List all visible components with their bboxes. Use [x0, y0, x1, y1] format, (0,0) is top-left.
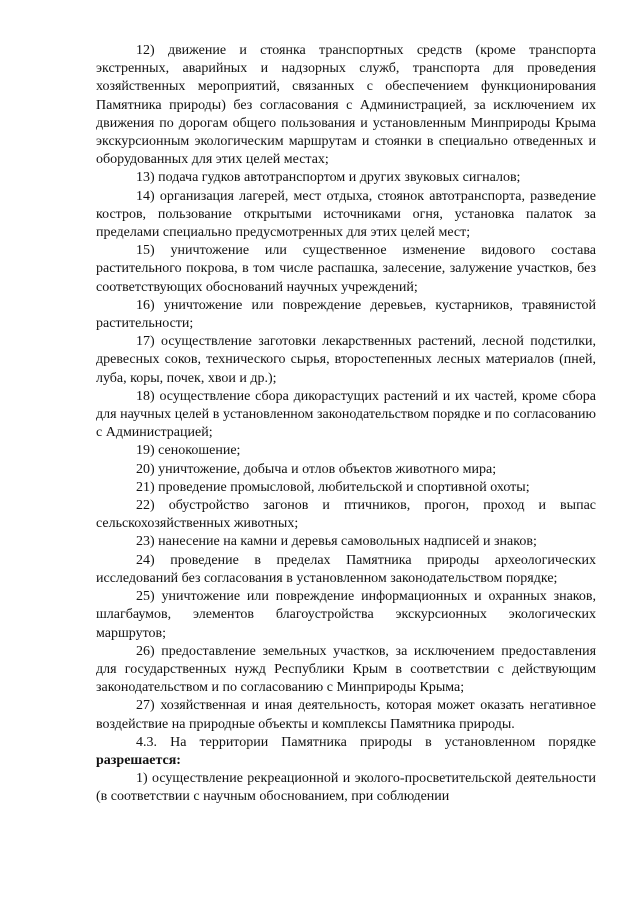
- item-number: 13): [136, 170, 155, 186]
- item-number: 20): [136, 461, 155, 477]
- list-item: [96, 242, 596, 297]
- list-item: [96, 333, 596, 388]
- list-item: [96, 297, 596, 333]
- item-number: 15): [136, 243, 155, 259]
- item-text: хозяйственная и иная деятельность, которая может оказать негативное воздействие на природные объекты и комплексы Памятника природы.: [96, 698, 597, 732]
- list-item: [96, 188, 596, 243]
- item-number: 17): [136, 334, 155, 350]
- item-text: нанесение на камни и деревья самовольных надписей и знаков;: [158, 534, 537, 550]
- list-item: [96, 552, 596, 588]
- item-text: проведение в пределах Памятника природы археологических исследований без согласования в установленном законодательством порядке;: [96, 552, 597, 586]
- section-heading: [96, 734, 596, 770]
- item-text: осуществление заготовки лекарственных растений, лесной подстилки, древесных соков, технического сырья, второстепенных лесных материалов (пней, луба, коры, почек, хвои и др.);: [96, 334, 597, 386]
- item-text: осуществление сбора дикорастущих растений и их частей, кроме сбора для научных целей в установленном законодательством порядке и по согласованию с Администрацией;: [96, 388, 596, 441]
- list-item: [96, 497, 596, 533]
- item-number: 18): [136, 388, 155, 404]
- section-bold-label: разрешается:: [96, 752, 181, 768]
- item-number: 14): [136, 188, 155, 204]
- item-text: сенокошение;: [158, 443, 241, 459]
- list-item: [96, 479, 596, 497]
- item-number: 22): [136, 498, 155, 514]
- list-item: [96, 588, 596, 643]
- item-number: 1): [136, 771, 148, 787]
- list-item: [96, 169, 596, 187]
- item-text: предоставление земельных участков, за исключением предоставления для государственных нужд Республики Крым в соответствии с действующим законодательством и по согласованию с Минприроды Крыма;: [96, 643, 597, 696]
- item-text: уничтожение или повреждение информационных и охранных знаков, шлагбаумов, элементов благоустройства экскурсионных экологических маршрутов;: [96, 589, 597, 641]
- item-text: осуществление рекреационной и эколого-просветительской деятельности (в соответствии с научным обоснованием, при соблюдении: [96, 771, 596, 805]
- document-page: [96, 42, 596, 807]
- section-text: 4.3. На территории Памятника природы в установленном порядке: [136, 734, 596, 750]
- item-text: уничтожение или повреждение деревьев, кустарников, травянистой растительности;: [96, 297, 597, 332]
- item-text: уничтожение или существенное изменение видового состава растительного покрова, в том числе распашка, залесение, залужение участков, без соответствующих обоснований научных учреждений;: [96, 243, 597, 295]
- item-number: 19): [136, 443, 155, 459]
- item-text: проведение промысловой, любительской и спортивной охоты;: [158, 479, 530, 495]
- item-number: 12): [136, 43, 155, 58]
- item-number: 27): [136, 698, 155, 714]
- list-item: [96, 697, 596, 733]
- list-item: [96, 388, 596, 443]
- item-number: 23): [136, 534, 155, 550]
- item-number: 16): [136, 297, 155, 313]
- item-text: движение и стоянка транспортных средств (кроме транспорта экстренных, аварийных и надзорных служб, транспорта для проведения хозяйственных мероприятий, связанных с обеспечением функционирования Памятника природы) без согласования с Администрацией, за исключением их движения по дорогам общего пользования и установленным Минприроды Крыма экскурсионным экологическим маршрутам и стоянки в специально отведенных и оборудованных для этих целей местах;: [96, 43, 596, 168]
- item-number: 26): [136, 643, 155, 659]
- item-number: 21): [136, 479, 155, 495]
- item-text: уничтожение, добыча и отлов объектов животного мира;: [158, 461, 497, 477]
- item-text: обустройство загонов и птичников, прогон, проход и выпас сельскохозяйственных животных;: [96, 498, 596, 532]
- item-text: организация лагерей, мест отдыха, стоянок автотранспорта, разведение костров, пользование открытыми источниками огня, установка палаток за пределами специально предусмотренных для этих целей мест;: [96, 188, 597, 241]
- item-text: подача гудков автотранспортом и других звуковых сигналов;: [158, 170, 521, 186]
- item-number: 25): [136, 589, 155, 605]
- list-item: [96, 461, 596, 479]
- item-number: 24): [136, 552, 155, 568]
- list-item: [96, 643, 596, 698]
- list-item: [96, 42, 596, 169]
- list-item: [96, 770, 596, 806]
- list-item: [96, 533, 596, 551]
- list-item: [96, 442, 596, 460]
